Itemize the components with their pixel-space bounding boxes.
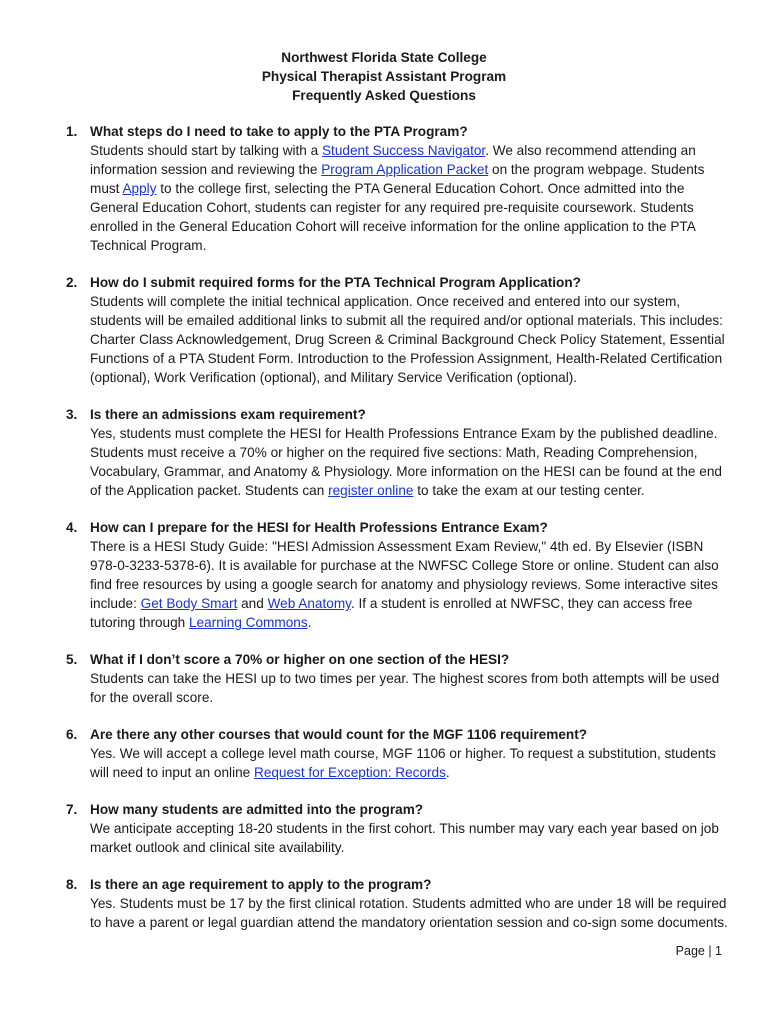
faq-number: 7. [66,802,78,817]
faq-answer: There is a HESI Study Guide: "HESI Admission Assessment Exam Review," 4th ed. By Elsevier (ISBN 978-0-3233-5378-6). It is available for purchase at the NWFSC College Store or online. Student can also find free resources by using a google search for anatomy and physiology reviews. Some interactive sites include: Get Body Smart and Web Anatomy. If a student is enrolled at NWFSC, they can access free tutoring through Learning Commons. [90,539,719,630]
faq-number: 3. [66,407,78,422]
college-name: Northwest Florida State College [281,50,487,65]
faq-item-8 [66,875,730,932]
learning-commons-link[interactable]: Learning Commons [189,615,308,630]
faq-question: Is there an age requirement to apply to the program? [90,877,432,892]
faq-answer: We anticipate accepting 18-20 students in the first cohort. This number may vary each year based on job market outlook and clinical site availability. [90,821,719,855]
faq-item-6 [66,725,730,782]
faq-number: 8. [66,877,78,892]
faq-number: 6. [66,727,78,742]
register-online-link[interactable]: register online [328,483,414,498]
faq-number: 2. [66,275,78,290]
faq-answer: Students will complete the initial technical application. Once received and entered into our system, students will be emailed additional links to submit all the required and/or optional materials. This includes: Charter Class Acknowledgement, Drug Screen & Criminal Background Check Policy Statement, Essential Functions of a PTA Student Form. Introduction to the Profession Assignment, Health-Related Certification (optional), Work Verification (optional), and Military Service Verification (optional). [90,294,725,385]
faq-number: 4. [66,520,78,535]
page-number: Page | 1 [675,944,722,958]
faq-number: 1. [66,124,78,139]
get-body-smart-link[interactable]: Get Body Smart [140,596,238,611]
request-for-exception-link[interactable]: Request for Exception: Records [254,765,446,780]
faq-list [66,122,730,950]
faq-item-4 [66,518,730,632]
faq-number: 5. [66,652,78,667]
faq-answer: Students can take the HESI up to two times per year. The highest scores from both attempts will be used for the overall score. [90,671,720,705]
faq-answer: Yes. We will accept a college level math course, MGF 1106 or higher. To request a substitution, students will need to input an online Request for Exception: Records. [90,746,716,780]
faq-question: How do I submit required forms for the PTA Technical Program Application? [90,275,581,290]
faq-item-2 [66,273,730,387]
faq-answer: Yes. Students must be 17 by the first clinical rotation. Students admitted who are under 18 will be required to have a parent or legal guardian attend the mandatory orientation session and co-sign some documents. [90,896,728,930]
faq-item-3 [66,405,730,500]
faq-question: What if I don’t score a 70% or higher on one section of the HESI? [90,652,510,667]
faq-question: How can I prepare for the HESI for Health Professions Entrance Exam? [90,520,548,535]
faq-question: Are there any other courses that would count for the MGF 1106 requirement? [90,727,588,742]
faq-question: Is there an admissions exam requirement? [90,407,366,422]
faq-question: How many students are admitted into the program? [90,802,424,817]
document-title: Frequently Asked Questions [292,88,476,103]
faq-item-1 [66,122,730,255]
web-anatomy-link[interactable]: Web Anatomy [267,596,351,611]
faq-answer: Students should start by talking with a Student Success Navigator. We also recommend attending an information session and reviewing the Program Application Packet on the program webpage. Students must Apply to the college first, selecting the PTA General Education Cohort. Once admitted into the General Education Cohort, students can register for any required pre-requisite coursework. Students enrolled in the General Education Cohort will receive information for the online application to the PTA Technical Program. [90,143,705,253]
program-name: Physical Therapist Assistant Program [261,69,507,84]
faq-item-5 [66,650,730,707]
student-success-navigator-link[interactable]: Student Success Navigator [321,143,486,158]
apply-link[interactable]: Apply [122,181,157,196]
document-header [0,48,768,105]
faq-answer: Yes, students must complete the HESI for Health Professions Entrance Exam by the published deadline. Students must receive a 70% or higher on the required five sections: Math, Reading Comprehension, Vocabulary, Grammar, and Anatomy & Physiology. More information on the HESI can be found at the end of the Application packet. Students can register online to take the exam at our testing center. [90,426,722,498]
faq-question: What steps do I need to take to apply to the PTA Program? [90,124,468,139]
program-application-packet-link[interactable]: Program Application Packet [321,162,489,177]
faq-item-7 [66,800,730,857]
